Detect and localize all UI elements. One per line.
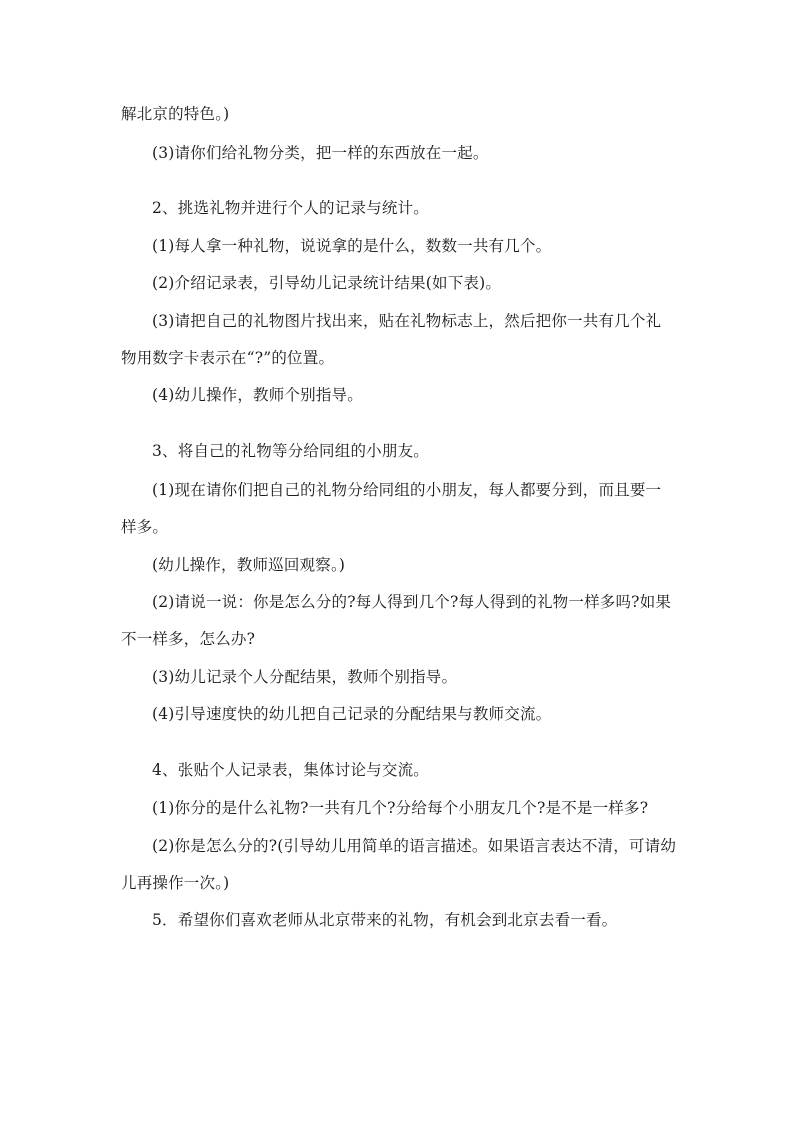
text-line: (3)请把自己的礼物图片找出来，贴在礼物标志上，然后把你一共有几个礼 bbox=[152, 312, 662, 330]
text-line: (2)你是怎么分的?(引导幼儿用简单的语言描述。如果语言表达不清，可请幼 bbox=[152, 837, 677, 855]
text-line: (2)介绍记录表，引导幼儿记录统计结果(如下表)。 bbox=[152, 274, 502, 292]
text-line: 不一样多，怎么办? bbox=[121, 630, 256, 648]
text-line: (1)你分的是什么礼物?一共有几个?分给每个小朋友几个?是不是一样多? bbox=[152, 799, 649, 817]
section-heading-2: 2、挑选礼物并进行个人的记录与统计。 bbox=[152, 199, 429, 217]
section-heading-5: 5．希望你们喜欢老师从北京带来的礼物，有机会到北京去看一看。 bbox=[152, 911, 618, 929]
section-heading-4: 4、张贴个人记录表，集体讨论与交流。 bbox=[152, 761, 429, 779]
text-line: (3)幼儿记录个人分配结果，教师个别指导。 bbox=[152, 668, 458, 686]
text-line: 解北京的特色。) bbox=[121, 105, 230, 123]
text-line: (2)请说一说：你是怎么分的?每人得到几个?每人得到的礼物一样多吗?如果 bbox=[152, 593, 672, 611]
text-line: (4)幼儿操作，教师个别指导。 bbox=[152, 386, 363, 404]
text-line: 样多。 bbox=[121, 518, 169, 536]
text-line: (3)请你们给礼物分类，把一样的东西放在一起。 bbox=[152, 144, 489, 162]
text-line: (1)每人拿一种礼物，说说拿的是什么，数数一共有几个。 bbox=[152, 237, 552, 255]
text-line: 儿再操作一次。) bbox=[121, 874, 230, 892]
text-line: 物用数字卡表示在“?”的位置。 bbox=[121, 349, 335, 367]
section-heading-3: 3、将自己的礼物等分给同组的小朋友。 bbox=[152, 442, 429, 460]
text-line: (幼儿操作，教师巡回观察。) bbox=[152, 556, 346, 574]
text-line: (4)引导速度快的幼儿把自己记录的分配结果与教师交流。 bbox=[152, 705, 552, 723]
text-line: (1)现在请你们把自己的礼物分给同组的小朋友，每人都要分到，而且要一 bbox=[152, 481, 662, 499]
